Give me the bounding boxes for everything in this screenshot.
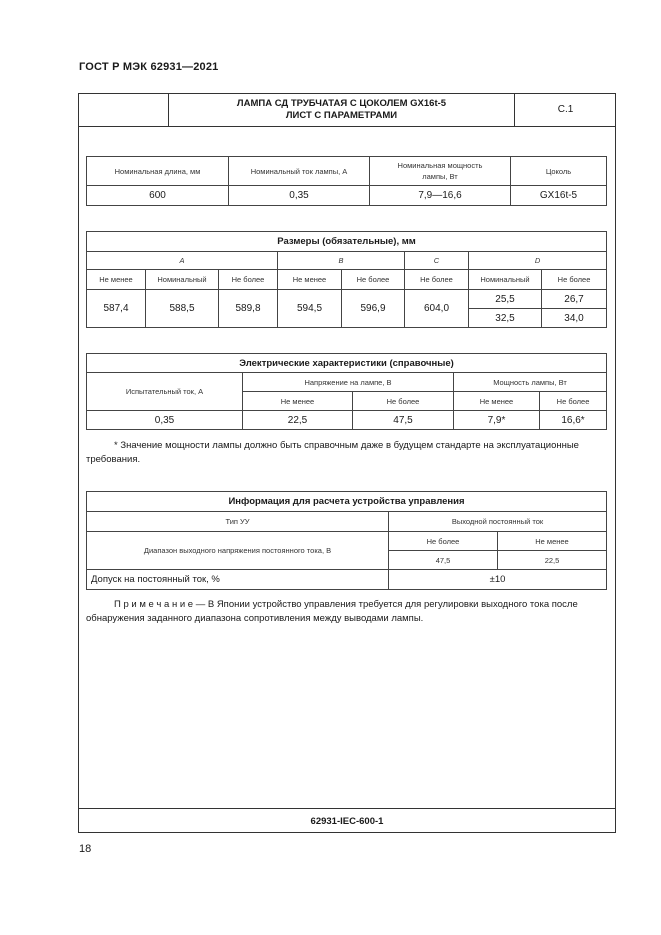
value-nominal-current: 0,35 (229, 186, 370, 206)
page-number: 18 (79, 843, 92, 855)
value-b-min: 594,5 (278, 290, 342, 328)
voltage-range-label: Диапазон выходного напряжения постоянного тока, В (87, 532, 389, 570)
note-label: П р и м е ч а н и е (114, 599, 194, 610)
col-nominal-current: Номинальный ток лампы, А (229, 157, 370, 186)
value-base: GX16t-5 (511, 186, 607, 206)
header-blank-cell (78, 93, 169, 127)
uu-type-label: Тип УУ (87, 512, 389, 532)
col-base: Цоколь (511, 157, 607, 186)
value-nominal-power: 7,9—16,6 (370, 186, 511, 206)
col-nominal-power: Номинальная мощность лампы, Вт (370, 157, 511, 186)
value-d-max-1: 26,7 (542, 290, 607, 309)
subheader: Не более (542, 270, 607, 290)
electrical-title: Электрические характеристики (справочные) (87, 354, 607, 373)
value-a-min: 587,4 (87, 290, 146, 328)
note-line1 (114, 598, 578, 612)
footnote-line2: требования. (86, 454, 141, 465)
control-gear-title: Информация для расчета устройства управления (87, 492, 607, 512)
subheader: Не менее (243, 392, 353, 411)
tolerance-label: Допуск на постоянный ток, % (87, 570, 389, 590)
dimensions-title: Размеры (обязательные), мм (87, 232, 607, 252)
subheader: Не более (219, 270, 278, 290)
standard-id: ГОСТ Р МЭК 62931—2021 (79, 61, 219, 73)
value-range-min: 22,5 (498, 551, 607, 570)
control-gear-table (86, 491, 607, 590)
subheader: Номинальный (146, 270, 219, 290)
value-a-max: 589,8 (219, 290, 278, 328)
subheader: Не менее (278, 270, 342, 290)
group-b: B (278, 252, 405, 270)
group-a: A (87, 252, 278, 270)
subheader: Не менее (454, 392, 540, 411)
subheader: Не более (389, 532, 498, 551)
group-d: D (469, 252, 607, 270)
tolerance-value: ±10 (389, 570, 607, 590)
group-c: C (405, 252, 469, 270)
datasheet-header (78, 93, 616, 127)
value-d-nominal-2: 32,5 (469, 309, 542, 328)
uu-type-value: Выходной постоянный ток (389, 512, 607, 532)
footer-code: 62931-IEC-600-1 (78, 808, 616, 833)
footnote-line1: * Значение мощности лампы должно быть справочным даже в будущем стандарте на эксплуатационные (114, 440, 579, 451)
header-code: С.1 (515, 93, 616, 127)
value-range-max: 47,5 (389, 551, 498, 570)
value-b-max: 596,9 (342, 290, 405, 328)
value-d-max-2: 34,0 (542, 309, 607, 328)
value-d-nominal-1: 25,5 (469, 290, 542, 309)
subheader: Номинальный (469, 270, 542, 290)
nominal-parameters-table (86, 156, 607, 206)
col-nominal-length: Номинальная длина, мм (87, 157, 229, 186)
subheader: Не более (353, 392, 454, 411)
col-lamp-power: Мощность лампы, Вт (454, 373, 607, 392)
subheader: Не более (540, 392, 607, 411)
value-power-max: 16,6* (540, 411, 607, 430)
value-voltage-min: 22,5 (243, 411, 353, 430)
header-title (169, 93, 515, 127)
value-c-max: 604,0 (405, 290, 469, 328)
note-line2: обнаружения заданного диапазона сопротивления между выводами лампы. (86, 613, 424, 624)
value-a-nominal: 588,5 (146, 290, 219, 328)
dimensions-table (86, 231, 607, 328)
value-test-current: 0,35 (87, 411, 243, 430)
col-test-current: Испытательный ток, А (87, 373, 243, 411)
subheader: Не менее (87, 270, 146, 290)
header-title-line2: ЛИСТ С ПАРАМЕТРАМИ (285, 109, 398, 121)
value-power-min: 7,9* (454, 411, 540, 430)
col-lamp-voltage: Напряжение на лампе, В (243, 373, 454, 392)
note-text: — В Японии устройство управления требуется для регулировки выходного тока после (193, 599, 578, 610)
header-title-line1: ЛАМПА СД ТРУБЧАТАЯ С ЦОКОЛЕМ GX16t-5 (236, 97, 447, 109)
value-voltage-max: 47,5 (353, 411, 454, 430)
electrical-table (86, 353, 607, 430)
subheader: Не менее (498, 532, 607, 551)
subheader: Не более (342, 270, 405, 290)
value-nominal-length: 600 (87, 186, 229, 206)
subheader: Не более (405, 270, 469, 290)
